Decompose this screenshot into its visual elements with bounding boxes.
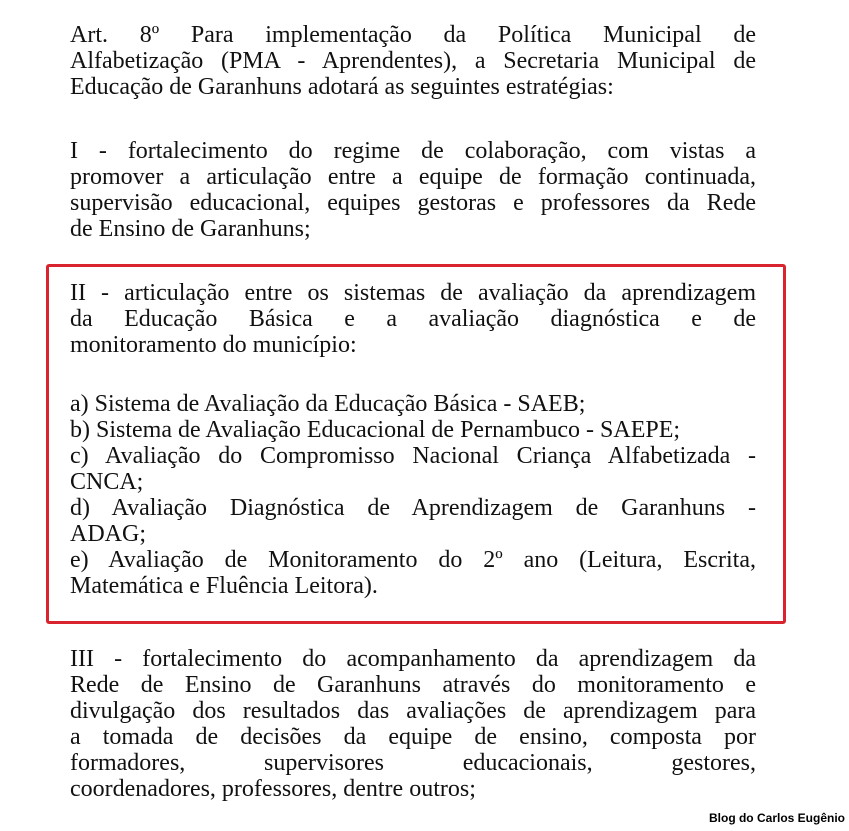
item-i-line: I - fortalecimento do regime de colaboração, com vistas a xyxy=(70,138,756,164)
item-i-line: promover a articulação entre a equipe de formação continuada, xyxy=(70,164,756,190)
subitem-c: c) Avaliação do Compromisso Nacional Criança Alfabetizada - xyxy=(70,443,756,469)
item-i-paragraph xyxy=(70,138,756,242)
item-iii-paragraph xyxy=(70,646,756,802)
item-iii-line: III - fortalecimento do acompanhamento da aprendizagem da xyxy=(70,646,756,672)
item-ii-paragraph xyxy=(70,280,756,358)
item-i-line: supervisão educacional, equipes gestoras e professores da Rede xyxy=(70,190,756,216)
item-iii-line: formadores, supervisores educacionais, gestores, xyxy=(70,750,756,776)
article-line: Alfabetização (PMA - Aprendentes), a Secretaria Municipal de xyxy=(70,48,756,74)
article-8-paragraph xyxy=(70,22,756,100)
subitem-c-continuation: CNCA; xyxy=(70,469,144,495)
item-iii-line: coordenadores, professores, dentre outros; xyxy=(70,776,476,802)
subitem-d-continuation: ADAG; xyxy=(70,521,146,547)
item-iii-line: Rede de Ensino de Garanhuns através do monitoramento e xyxy=(70,672,756,698)
article-line: Art. 8º Para implementação da Política Municipal de xyxy=(70,22,756,48)
subitem-b: b) Sistema de Avaliação Educacional de Pernambuco - SAEPE; xyxy=(70,417,681,443)
item-iii-line: a tomada de decisões da equipe de ensino, composta por xyxy=(70,724,756,750)
item-ii-line: da Educação Básica e a avaliação diagnóstica e de xyxy=(70,306,756,332)
item-iii-line: divulgação dos resultados das avaliações de aprendizagem para xyxy=(70,698,756,724)
item-ii-line: monitoramento do município: xyxy=(70,332,357,358)
watermark-label: Blog do Carlos Eugênio xyxy=(708,811,845,825)
subitem-e-continuation: Matemática e Fluência Leitora). xyxy=(70,573,378,599)
article-line: Educação de Garanhuns adotará as seguintes estratégias: xyxy=(70,74,614,100)
subitem-a: a) Sistema de Avaliação da Educação Básica - SAEB; xyxy=(70,391,586,417)
item-ii-subitems xyxy=(70,391,756,599)
item-i-line: de Ensino de Garanhuns; xyxy=(70,216,311,242)
item-ii-line: II - articulação entre os sistemas de avaliação da aprendizagem xyxy=(70,280,756,306)
subitem-d: d) Avaliação Diagnóstica de Aprendizagem de Garanhuns - xyxy=(70,495,756,521)
subitem-e: e) Avaliação de Monitoramento do 2º ano (Leitura, Escrita, xyxy=(70,547,756,573)
